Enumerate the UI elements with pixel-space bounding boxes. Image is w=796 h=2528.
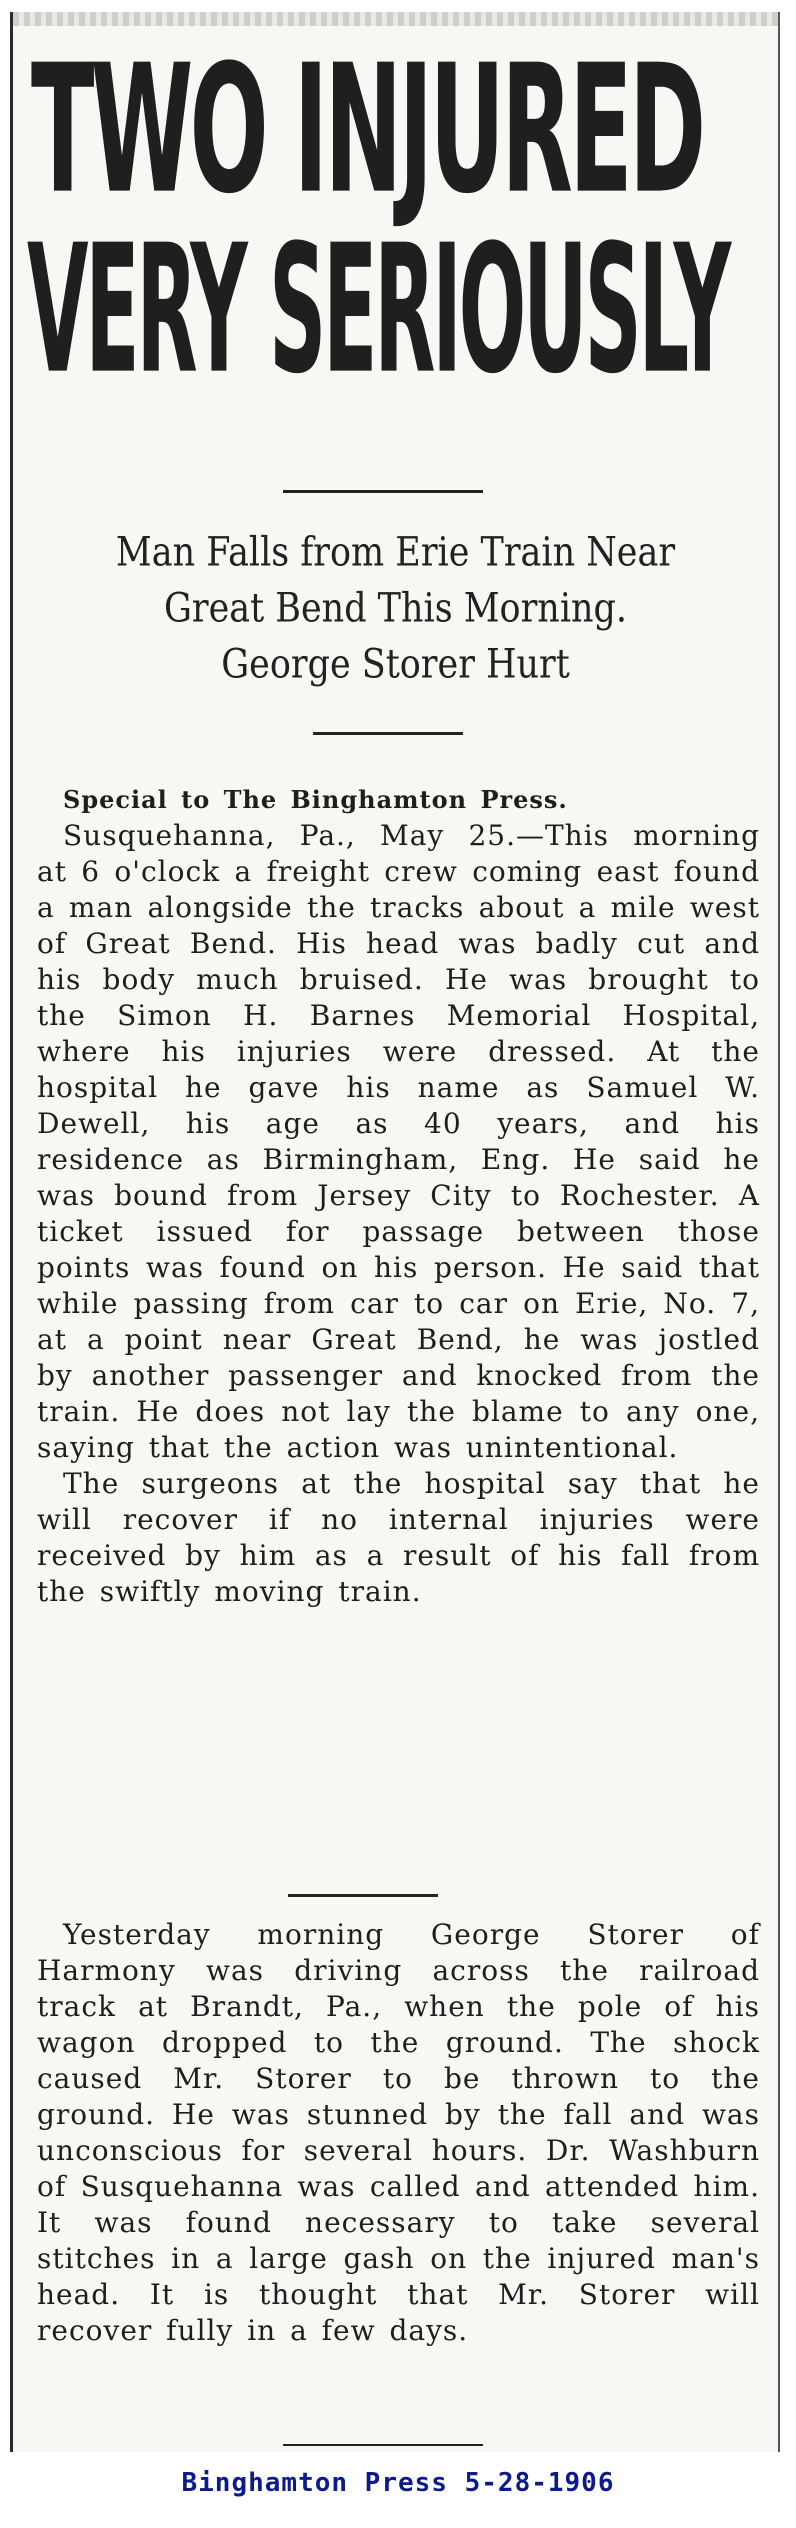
headline [27, 27, 764, 414]
subhead-line-3: George Storer Hurt [221, 640, 570, 688]
paragraph: The surgeons at the hospital say that he will recover if no internal injuries were received by him as a result of his fall from the swiftly moving train. [37, 1467, 760, 1608]
subheadline [13, 524, 778, 692]
divider-rule [288, 1894, 438, 1897]
newspaper-clipping [10, 12, 780, 2452]
headline-line-2: VERY SERIOUSLY [27, 207, 729, 414]
headline-line-1: TWO INJURED [31, 27, 703, 234]
paragraph: Susquehanna, Pa., May 25.—This morning at 6 o'clock a freight crew coming east found a man alongside the tracks about a mile west of Great Bend. His head was badly cut and his body much bruised. He was brought to the Simon H. Barnes Memorial Hospital, where his injuries were dressed. At the hospital he gave his name as Samuel W. Dewell, his age as 40 years, and his residence as Birmingham, Eng. He said he was bound from Jersey City to Rochester. A ticket issued for passage between those points was found on his person. He said that while passing from car to car on Erie, No. 7, at a point near Great Bend, he was jostled by another passenger and knocked from the train. He does not lay the blame to any one, saying that the action was unintentional. [37, 819, 760, 1464]
paragraph: Yesterday morning George Storer of Harmony was driving across the railroad track at Brandt, Pa., when the pole of his wagon dropped to the ground. The shock caused Mr. Storer to be thrown to the ground. He was stunned by the fall and was unconscious for several hours. Dr. Washburn of Susquehanna was called and attended him. It was found necessary to take several stitches in a large gash on the injured man's head. It is thought that Mr. Storer will recover fully in a few days. [37, 1918, 760, 2347]
torn-top-edge [13, 12, 778, 26]
dateline: Special to The Binghamton Press. [63, 785, 568, 814]
divider-rule [283, 490, 483, 493]
subhead-line-1: Man Falls from Erie Train Near [115, 528, 676, 576]
divider-rule [313, 732, 463, 735]
article-body [37, 782, 760, 1610]
article-body-second [37, 1917, 760, 2349]
source-caption: Binghamton Press 5-28-1906 [181, 2468, 615, 2498]
bottom-rule [283, 2444, 483, 2446]
subhead-line-2: Great Bend This Morning. [163, 584, 628, 632]
